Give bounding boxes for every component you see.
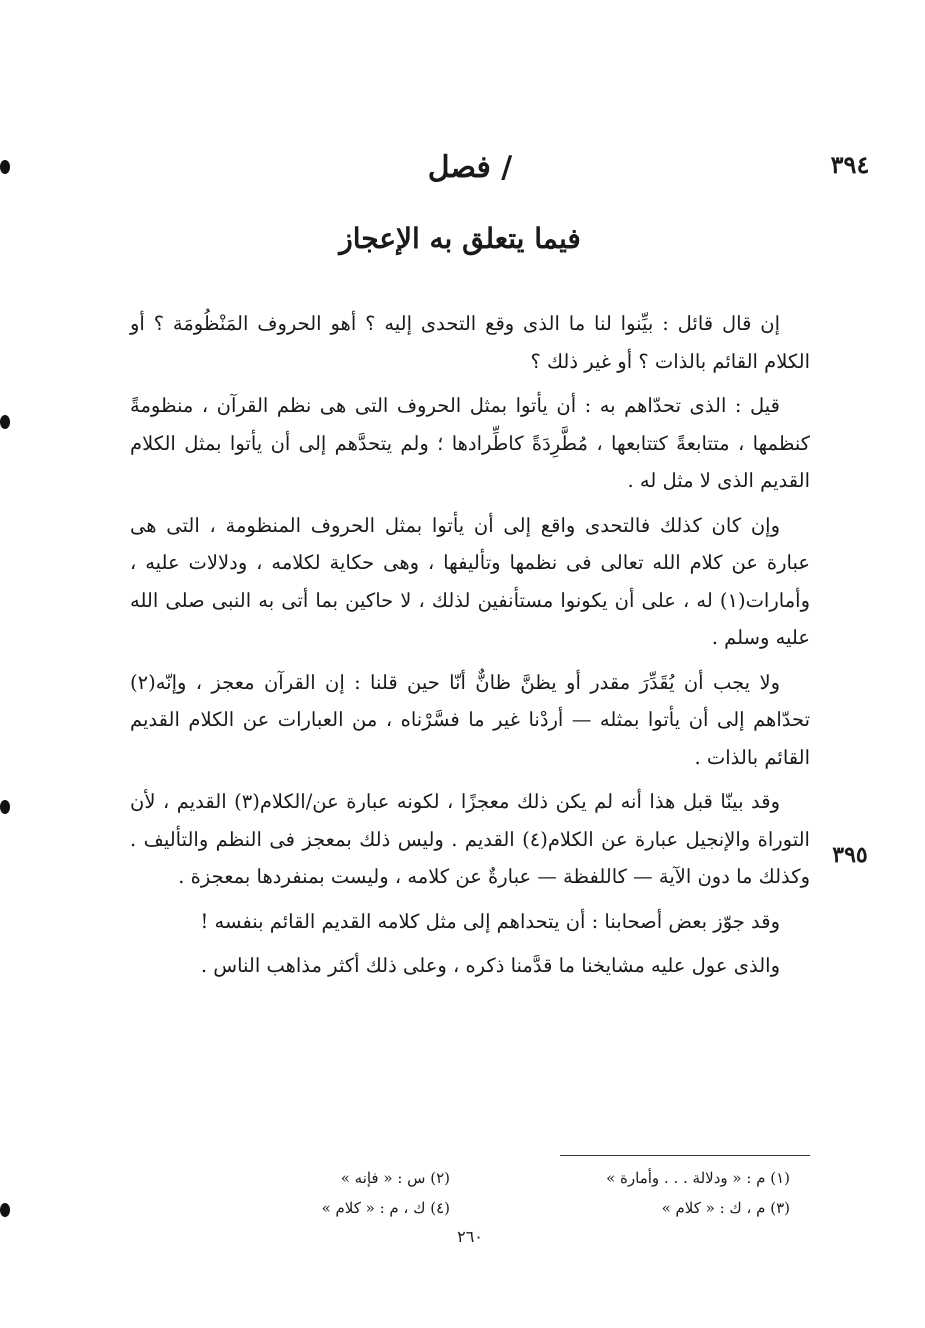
footnote-1: (١) م : « ودلالة . . . وأمارة » (606, 1169, 790, 1187)
scan-mark (0, 800, 10, 814)
paragraph-2: قيل : الذى تحدّاهم به : أن يأتوا بمثل الحروف التى هى نظم القرآن ، منظومةً كنظمها ، متتابعةً كتتابعها ، مُطَّرِدَةً كاطِّرادها ؛ ولم يتحدَّهم إلى أن يأتوا بمثل الكلام القديم الذى لا مثل له . (130, 394, 810, 492)
paragraph-6: وقد جوّز بعض أصحابنا : أن يتحداهم إلى مثل كلامه القديم القائم بنفسه ! (200, 909, 780, 933)
footnote-4: (٤) ك ، م : « كلام » (321, 1199, 450, 1217)
paragraph-7: والذى عول عليه مشايخنا ما قدَّمنا ذكره ، وعلى ذلك أكثر مذاهب الناس . (200, 954, 780, 977)
scan-mark (0, 1203, 10, 1217)
paragraph-5: وقد بينّا قبل هذا أنه لم يكن ذلك معجزًا ، لكونه عبارة عن/الكلام(٣) القديم ، لأن التوراة والإنجيل عبارة عن الكلام(٤) القديم . وليس ذلك بمعجز فى النظم والتأليف . وكذلك ما دون الآية — كاللفظة — عبارةٌ عن كلامه ، وليست بمنفردها بمعجزة . (130, 790, 810, 888)
scan-mark (0, 160, 10, 174)
margin-page-number: ٣٩٥ (832, 842, 868, 868)
paragraph-1: إن قال قائل : بيِّنوا لنا ما الذى وقع التحدى إليه ؟ أهو الحروف المَنْظُومَة ؟ أو الكلام القائم بالذات ؟ أو غير ذلك ؟ (130, 312, 810, 373)
section-title: فيما يتعلق به الإعجاز (339, 222, 581, 255)
page-number: ٣٩٤ (830, 150, 870, 179)
scan-mark (0, 415, 10, 429)
footnote-3: (٣) م ، ك : « كلام » (661, 1199, 790, 1217)
footnote-divider (560, 1155, 810, 1156)
main-text (130, 305, 810, 992)
paragraph-4: ولا يجب أن يُقَدِّرَ مقدر أو يظنَّ ظانٌّ أنّا حين قلنا : إن القرآن معجز ، وإنّه(٢) تحدّاهم إلى أن يأتوا بمثله — أردْنا غير ما فسَّرْناه ، من العبارات عن الكلام القديم القائم بالذات . (130, 670, 810, 769)
footnote-row (130, 1193, 810, 1223)
footnote-row (130, 1163, 810, 1193)
footnotes (130, 1163, 810, 1223)
folio-number: ٢٦٠ (457, 1227, 483, 1246)
chapter-title: / فصل (427, 150, 513, 185)
footnote-2: (٢) س : « فإنه » (340, 1169, 450, 1187)
paragraph-3: وإن كان كذلك فالتحدى واقع إلى أن يأتوا بمثل الحروف المنظومة ، التى هى عبارة عن كلام الله تعالى فى نظمها وتأليفها ، وهى حكاية لكلامه ، ودلالات عليه ، وأمارات(١) له ، على أن يكونوا مستأنفين لذلك ، لا حاكين بما أتى به النبى صلى الله عليه وسلم . (130, 513, 810, 649)
